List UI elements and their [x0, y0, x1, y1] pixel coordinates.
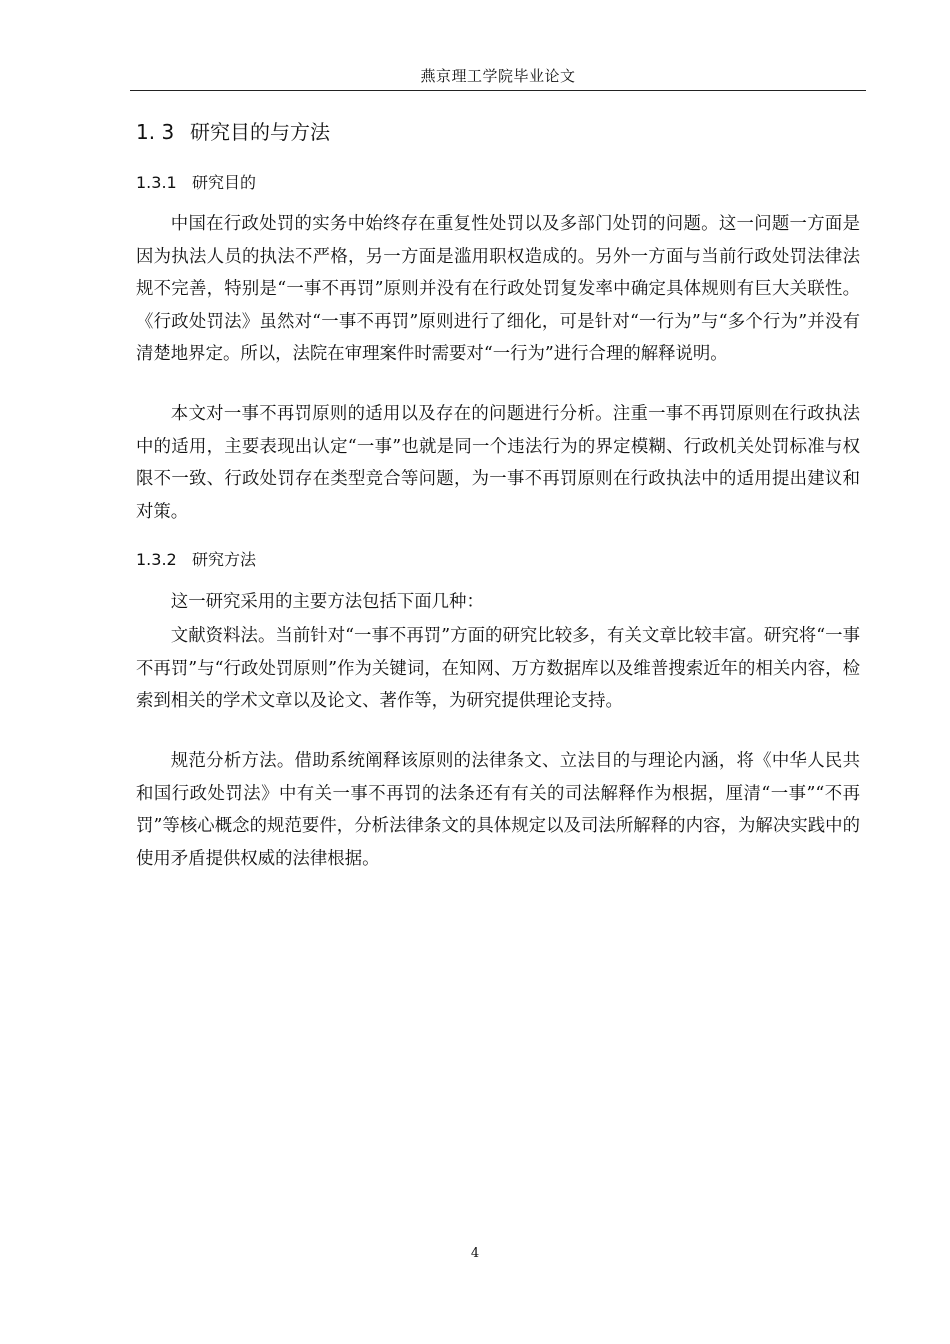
subsection-title: 研究目的 — [192, 173, 257, 192]
section-number: 1. 3 — [136, 120, 175, 144]
subsection-number: 1.3.2 — [136, 550, 177, 569]
subsection-number: 1.3.1 — [136, 173, 177, 192]
subsection-heading-methods — [136, 548, 256, 572]
paragraph: 规范分析方法。借助系统阐释该原则的法律条文、立法目的与理论内涵，将《中华人民共和国行政处罚法》中有关一事不再罚的法条还有有关的司法解释作为根据，厘清“一事”“不再罚”等核心概念的规范要件，分析法律条文的具体规定以及司法所解释的内容，为解决实践中的使用矛盾提供权威的法律根据。 — [136, 751, 860, 869]
paragraph: 文献资料法。当前针对“一事不再罚”方面的研究比较多，有关文章比较丰富。研究将“一事不再罚”与“行政处罚原则”作为关键词，在知网、万方数据库以及维普搜索近年的相关内容，检索到相关的学术文章以及论文、著作等，为研究提供理论支持。 — [136, 626, 860, 712]
subsection-title: 研究方法 — [192, 550, 257, 569]
paragraph: 本文对一事不再罚原则的适用以及存在的问题进行分析。注重一事不再罚原则在行政执法中的适用，主要表现出认定“一事”也就是同一个违法行为的界定模糊、行政机关处罚标准与权限不一致、行政处罚存在类型竞合等问题，为一事不再罚原则在行政执法中的适用提出建议和对策。 — [136, 404, 860, 522]
section-title: 研究目的与方法 — [190, 120, 330, 144]
page-header: 燕京理工学院毕业论文 — [130, 62, 866, 91]
section-heading — [136, 118, 330, 146]
paragraph: 中国在行政处罚的实务中始终存在重复性处罚以及多部门处罚的问题。这一问题一方面是因为执法人员的执法不严格，另一方面是滥用职权造成的。另外一方面与当前行政处罚法律法规不完善，特别是“一事不再罚”原则并没有在行政处罚复发率中确定具体规则有巨大关联性。《行政处罚法》虽然对“一事不再罚”原则进行了细化，可是针对“一行为”与“多个行为”并没有清楚地界定。所以，法院在审理案件时需要对“一行为”进行合理的解释说明。 — [136, 214, 860, 365]
subsection-heading-purpose — [136, 171, 256, 195]
page-number: 4 — [470, 1246, 480, 1261]
paragraph: 这一研究采用的主要方法包括下面几种： — [170, 592, 484, 612]
